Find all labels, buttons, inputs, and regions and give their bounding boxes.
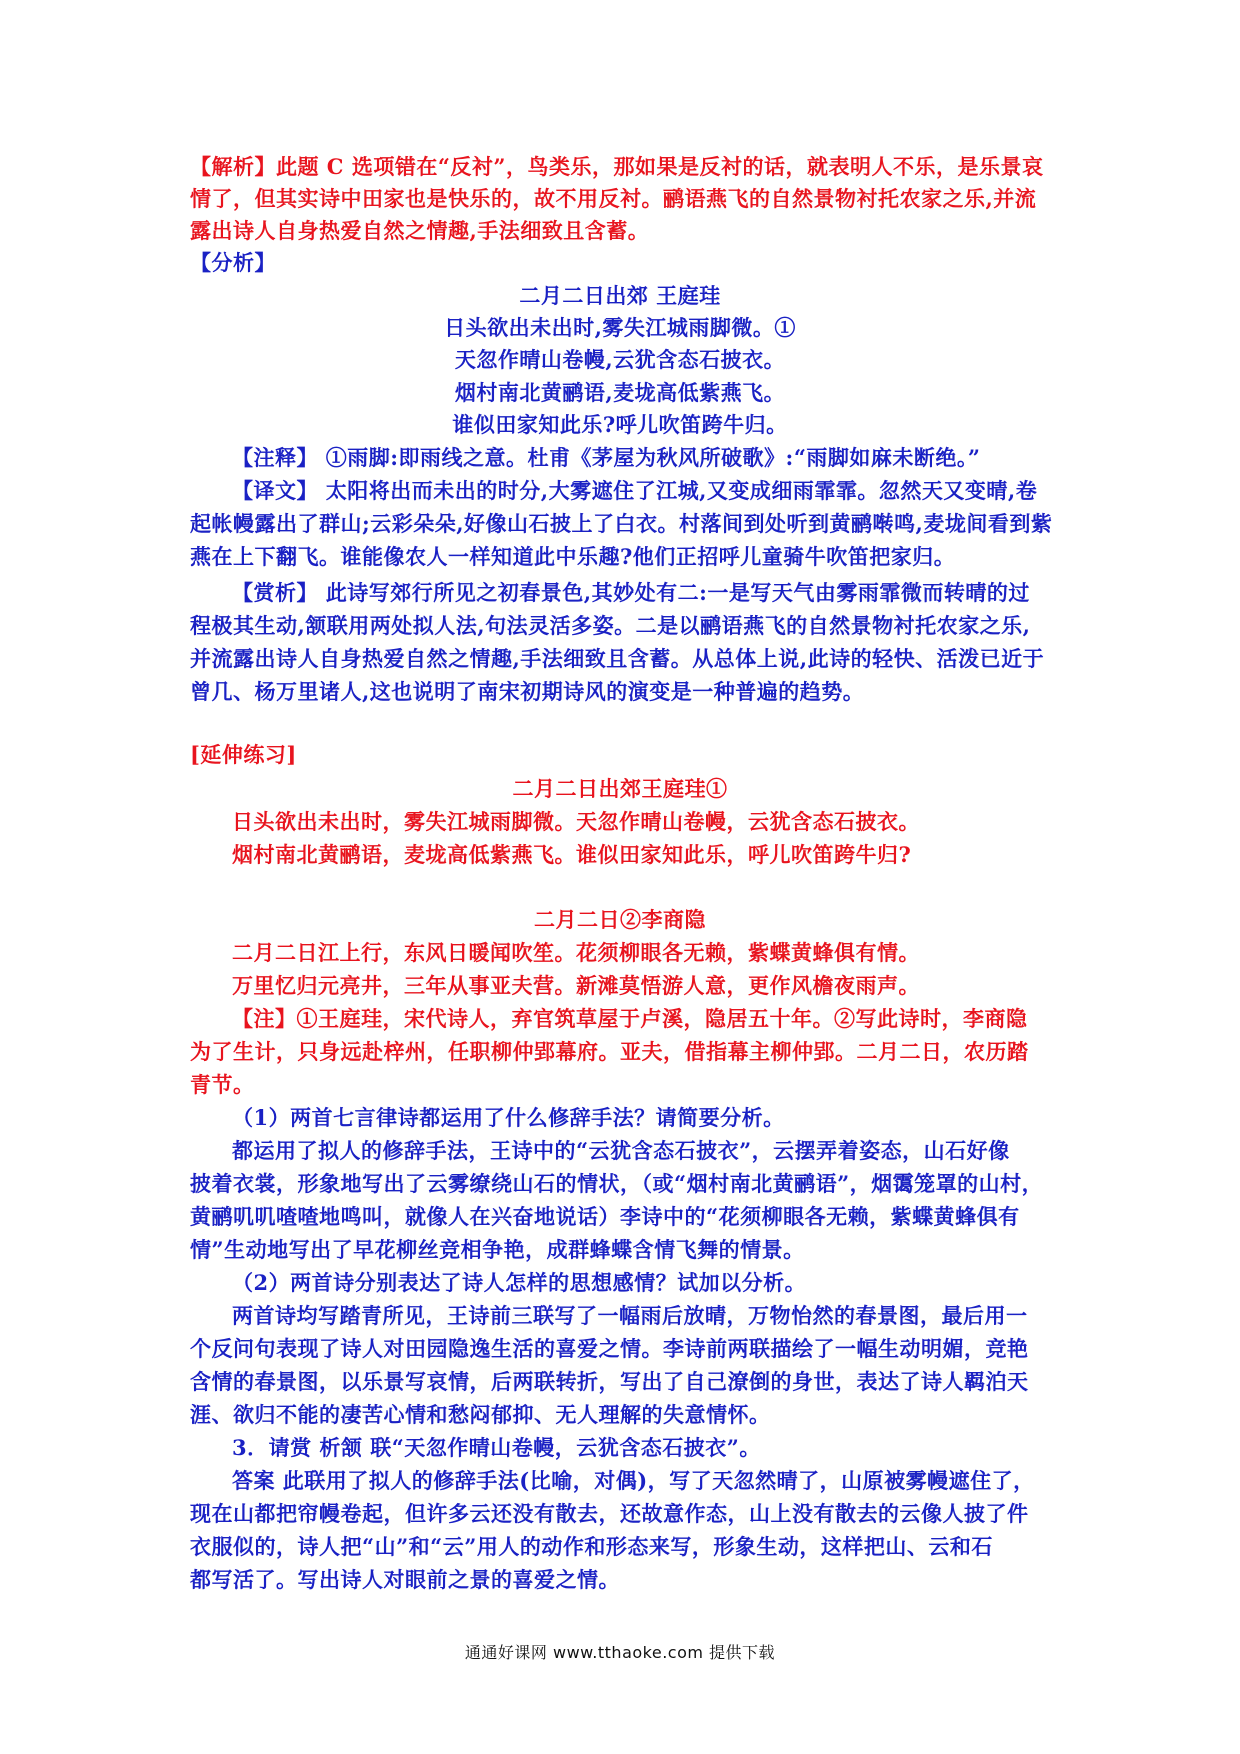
answer-3-line: 都写活了。写出诗人对眼前之景的喜爱之情。 <box>190 1567 620 1592</box>
note-line-1: 【注】①王庭珪，宋代诗人，弃官筑草屋于卢溪，隐居五十年。②写此诗时，李商隐 <box>232 1006 1028 1031</box>
answer-3-line: 答案 此联用了拟人的修辞手法(比喻，对偶)，写了天忽然晴了，山原被雾幔遮住了， <box>232 1468 1035 1493</box>
answer-1-line: 都运用了拟人的修辞手法，王诗中的“云犹含态石披衣”，云摆弄着姿态，山石好像 <box>232 1138 1010 1163</box>
appreciation-line-3: 并流露出诗人自身热爱自然之情趣,手法细致且含蓄。从总体上说,此诗的轻快、活泼已近于 <box>190 646 1045 671</box>
poem-line: 日头欲出未出时,雾失江城雨脚微。① <box>444 315 796 340</box>
question-1: （1）两首七言律诗都运用了什么修辞手法？请简要分析。 <box>232 1105 785 1130</box>
poem-b-title: 二月二日②李商隐 <box>534 907 706 932</box>
question-2: （2）两首诗分别表达了诗人怎样的思想感情？试加以分析。 <box>232 1270 807 1295</box>
question-3: 3．请赏 析颔 联“天忽作晴山卷幔，云犹含态石披衣”。 <box>232 1435 761 1460</box>
poem-a-line: 烟村南北黄鹂语，麦垅高低紫燕飞。谁似田家知此乐，呼儿吹笛跨牛归? <box>232 842 912 867</box>
note-line-2: 为了生计，只身远赴梓州，任职柳仲郢幕府。亚夫，借指幕主柳仲郢。二月二日，农历踏 <box>190 1039 1029 1064</box>
poem-line: 谁似田家知此乐?呼儿吹笛跨牛归。 <box>452 412 788 437</box>
poem-a-line: 日头欲出未出时，雾失江城雨脚微。天忽作晴山卷幔，云犹含态石披衣。 <box>232 809 920 834</box>
translation-line-1: 【译文】 太阳将出而未出的时分,大雾遮住了江城,又变成细雨霏霏。忽然天又变晴,卷 <box>232 478 1038 503</box>
answer-1-line: 情”生动地写出了早花柳丝竞相争艳，成群蜂蝶含情飞舞的情景。 <box>190 1237 805 1262</box>
translation-line-2: 起帐幔露出了群山;云彩朵朵,好像山石披上了白衣。村落间到处听到黄鹂啭鸣,麦垅间看到紫 <box>190 511 1053 536</box>
answer-2-line: 个反问句表现了诗人对田园隐逸生活的喜爱之情。李诗前两联描绘了一幅生动明媚，竞艳 <box>190 1336 1029 1361</box>
translation-line-3: 燕在上下翻飞。谁能像农人一样知道此中乐趣?他们正招呼儿童骑牛吹笛把家归。 <box>190 544 956 569</box>
poem-b-line: 二月二日江上行，东风日暖闻吹笙。花须柳眼各无赖，紫蝶黄蜂俱有情。 <box>232 940 920 965</box>
appreciation-line-1: 【赏析】 此诗写郊行所见之初春景色,其妙处有二:一是写天气由雾雨霏微而转晴的过 <box>232 580 1030 605</box>
answer-1-line: 披着衣裳，形象地写出了云雾缭绕山石的情状，（或“烟村南北黄鹂语”，烟霭笼罩的山村， <box>190 1171 1044 1196</box>
answer-2-line: 涯、欲归不能的凄苦心情和愁闷郁抑、无人理解的失意情怀。 <box>190 1402 771 1427</box>
analysis-line-2: 情了，但其实诗中田家也是快乐的，故不用反衬。鹂语燕飞的自然景物衬托农家之乐,并流 <box>190 186 1037 211</box>
analysis-line-3: 露出诗人自身热爱自然之情趣,手法细致且含蓄。 <box>190 218 650 243</box>
answer-2-line: 两首诗均写踏青所见，王诗前三联写了一幅雨后放晴，万物怡然的春景图，最后用一 <box>232 1303 1028 1328</box>
poem-line: 烟村南北黄鹂语,麦垅高低紫燕飞。 <box>454 380 786 405</box>
poem-a-title: 二月二日出郊王庭珪① <box>512 776 728 801</box>
extension-label: [延伸练习] <box>190 742 297 767</box>
appreciation-line-2: 程极其生动,颔联用两处拟人法,句法灵活多姿。二是以鹂语燕飞的自然景物衬托农家之乐, <box>190 613 1031 638</box>
answer-1-line: 黄鹂叽叽喳喳地鸣叫，就像人在兴奋地说话）李诗中的“花须柳眼各无赖，紫蝶黄蜂俱有 <box>190 1204 1020 1229</box>
fenxi-label: 【分析】 <box>190 250 276 275</box>
note-line-3: 青节。 <box>190 1072 255 1097</box>
answer-2-line: 含情的春景图，以乐景写哀情，后两联转折，写出了自己潦倒的身世，表达了诗人羁泊天 <box>190 1369 1029 1394</box>
analysis-line-1: 【解析】此题 C 选项错在“反衬”，鸟类乐，那如果是反衬的话，就表明人不乐，是乐景哀 <box>190 154 1044 179</box>
poem-line: 天忽作晴山卷幔,云犹含态石披衣。 <box>454 347 786 372</box>
answer-3-line: 衣服似的，诗人把“山”和“云”用人的动作和形态来写，形象生动，这样把山、云和石 <box>190 1534 993 1559</box>
page-footer: 通通好课网 www.tthaoke.com 提供下载 <box>464 1643 776 1662</box>
appreciation-line-4: 曾几、杨万里诸人,这也说明了南宋初期诗风的演变是一种普遍的趋势。 <box>190 679 865 704</box>
answer-3-line: 现在山都把帘幔卷起，但许多云还没有散去，还故意作态，山上没有散去的云像人披了件 <box>190 1501 1029 1526</box>
poem-title: 二月二日出郊 王庭珪 <box>519 283 721 308</box>
poem-b-line: 万里忆归元亮井，三年从事亚夫营。新滩莫悟游人意，更作风檐夜雨声。 <box>232 973 920 998</box>
annotation: 【注释】 ①雨脚:即雨线之意。杜甫《茅屋为秋风所破歌》:“雨脚如麻未断绝。” <box>232 445 981 470</box>
